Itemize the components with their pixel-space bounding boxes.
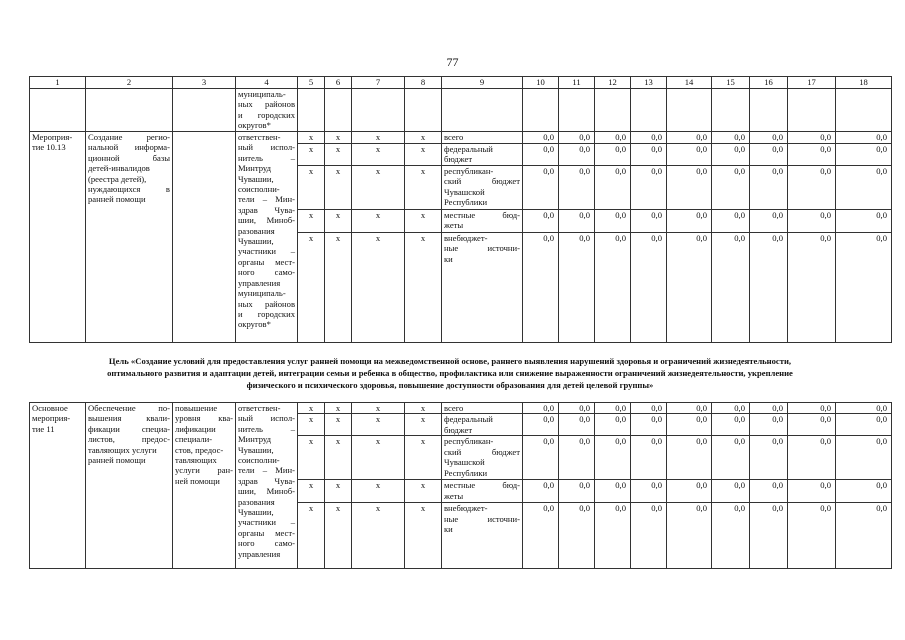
amount-cell: 0,0 bbox=[595, 166, 631, 210]
amount-cell: 0,0 bbox=[836, 414, 892, 436]
amount-cell: 0,0 bbox=[836, 166, 892, 210]
table-row bbox=[30, 403, 892, 414]
funding-source bbox=[442, 436, 523, 480]
amount-cell: 0,0 bbox=[631, 436, 667, 480]
x-mark-cell: x bbox=[352, 233, 405, 343]
amount-cell: 0,0 bbox=[523, 414, 559, 436]
budget-table-bottom bbox=[29, 402, 892, 569]
x-mark-cell: x bbox=[325, 403, 352, 414]
header-col: 8 bbox=[405, 77, 442, 89]
text-line: Создание регио- bbox=[88, 132, 170, 142]
text-line: бюджет bbox=[444, 424, 473, 435]
empty-cell bbox=[667, 89, 712, 132]
header-col: 12 bbox=[595, 77, 631, 89]
amount-cell: 0,0 bbox=[788, 436, 836, 480]
text-line: тие 10.13 bbox=[32, 142, 66, 153]
text-line: мероприя- bbox=[32, 413, 71, 424]
amount-cell: 0,0 bbox=[523, 210, 559, 233]
event-responsible bbox=[236, 132, 298, 343]
amount-cell: 0,0 bbox=[712, 436, 750, 480]
text-line: лификации bbox=[175, 423, 216, 434]
text-line: (реестра детей), bbox=[88, 173, 147, 184]
amount-cell: 0,0 bbox=[750, 503, 788, 569]
amount-cell: 0,0 bbox=[750, 132, 788, 144]
text-line: Чувашской bbox=[444, 186, 485, 197]
empty-cell bbox=[325, 89, 352, 132]
amount-cell: 0,0 bbox=[523, 166, 559, 210]
funding-source bbox=[442, 233, 523, 343]
empty-cell bbox=[631, 89, 667, 132]
text-line: специали- bbox=[175, 434, 213, 445]
header-col: 9 bbox=[442, 77, 523, 89]
x-mark-cell: x bbox=[325, 503, 352, 569]
x-mark-cell: x bbox=[298, 480, 325, 503]
x-mark-cell: x bbox=[298, 166, 325, 210]
text-line: нальной информа- bbox=[88, 142, 170, 153]
amount-cell: 0,0 bbox=[836, 233, 892, 343]
header-col: 10 bbox=[523, 77, 559, 89]
text-line: участники – bbox=[238, 517, 295, 528]
text-line: Республики bbox=[444, 467, 488, 478]
header-col: 18 bbox=[836, 77, 892, 89]
x-mark-cell: x bbox=[325, 132, 352, 144]
text-line: внебюджет- bbox=[444, 233, 488, 243]
amount-cell: 0,0 bbox=[559, 480, 595, 503]
text-line: республикан- bbox=[444, 166, 494, 176]
x-mark-cell: x bbox=[298, 503, 325, 569]
x-mark-cell: x bbox=[352, 210, 405, 233]
amount-cell: 0,0 bbox=[523, 436, 559, 480]
event-title bbox=[86, 403, 173, 569]
x-mark-cell: x bbox=[298, 210, 325, 233]
amount-cell: 0,0 bbox=[559, 144, 595, 166]
continuation-row bbox=[30, 89, 892, 132]
text-line: нитель – bbox=[238, 152, 295, 163]
amount-cell: 0,0 bbox=[750, 233, 788, 343]
amount-cell: 0,0 bbox=[595, 480, 631, 503]
amount-cell: 0,0 bbox=[595, 414, 631, 436]
x-mark-cell: x bbox=[298, 436, 325, 480]
funding-source bbox=[442, 210, 523, 233]
amount-cell: 0,0 bbox=[788, 414, 836, 436]
text-line: детей-инвалидов bbox=[88, 163, 150, 174]
text-line: округов* bbox=[238, 120, 271, 131]
text-line: участники – bbox=[238, 246, 295, 257]
amount-cell: 0,0 bbox=[667, 403, 712, 414]
x-mark-cell: x bbox=[325, 436, 352, 480]
text-line: ответствен- bbox=[238, 403, 281, 413]
x-mark-cell: x bbox=[325, 166, 352, 210]
amount-cell: 0,0 bbox=[559, 210, 595, 233]
amount-cell: 0,0 bbox=[750, 436, 788, 480]
amount-cell: 0,0 bbox=[836, 132, 892, 144]
text-line: внебюджет- bbox=[444, 503, 488, 514]
amount-cell: 0,0 bbox=[712, 144, 750, 166]
amount-cell: 0,0 bbox=[595, 403, 631, 414]
text-line: шии, Миноб- bbox=[238, 215, 295, 226]
amount-cell: 0,0 bbox=[712, 480, 750, 503]
empty-cell bbox=[405, 89, 442, 132]
x-mark-cell: x bbox=[352, 480, 405, 503]
empty-cell bbox=[442, 89, 523, 132]
amount-cell: 0,0 bbox=[595, 436, 631, 480]
amount-cell: 0,0 bbox=[750, 144, 788, 166]
amount-cell: 0,0 bbox=[788, 166, 836, 210]
text-line: соисполни- bbox=[238, 455, 280, 466]
amount-cell: 0,0 bbox=[836, 503, 892, 569]
x-mark-cell: x bbox=[325, 480, 352, 503]
x-mark-cell: x bbox=[298, 233, 325, 343]
text-line: услуги ран- bbox=[175, 465, 233, 476]
text-line: ные источни- bbox=[444, 513, 520, 524]
text-line: Чувашии, bbox=[238, 173, 274, 184]
amount-cell: 0,0 bbox=[523, 403, 559, 414]
amount-cell: 0,0 bbox=[788, 503, 836, 569]
text-line: вышения квали- bbox=[88, 413, 170, 424]
text-line: ных районов bbox=[238, 99, 295, 110]
text-line: повышение bbox=[175, 403, 218, 413]
amount-cell: 0,0 bbox=[595, 210, 631, 233]
text-line: и городских bbox=[238, 308, 295, 319]
text-line: Цель «Создание условий для предоставления услуг ранней помощи на межведомственной основе, раннего выявления нарушений здоровья и ограничений жизнедеятельности, bbox=[108, 356, 792, 366]
x-mark-cell: x bbox=[405, 132, 442, 144]
empty-cell bbox=[750, 89, 788, 132]
text-line: Республики bbox=[444, 197, 488, 208]
amount-cell: 0,0 bbox=[750, 414, 788, 436]
amount-cell: 0,0 bbox=[631, 403, 667, 414]
text-line: жеты bbox=[444, 220, 464, 231]
text-line: местные бюд- bbox=[444, 210, 520, 220]
x-mark-cell: x bbox=[352, 166, 405, 210]
text-line: стов, предос- bbox=[175, 444, 224, 455]
empty-cell bbox=[298, 89, 325, 132]
amount-cell: 0,0 bbox=[712, 132, 750, 144]
text-line: ответствен- bbox=[238, 132, 281, 142]
text-line: соисполни- bbox=[238, 184, 280, 195]
text-line: ранней помощи bbox=[88, 455, 146, 466]
funding-source bbox=[442, 480, 523, 503]
amount-cell: 0,0 bbox=[595, 132, 631, 144]
text-line: здрав Чува- bbox=[238, 204, 295, 215]
funding-source bbox=[442, 414, 523, 436]
text-line: управления bbox=[238, 277, 281, 288]
page-number: 77 bbox=[446, 55, 459, 69]
text-line: Основное bbox=[32, 403, 68, 413]
text-line: местные бюд- bbox=[444, 480, 520, 491]
amount-cell: 0,0 bbox=[712, 233, 750, 343]
text-line: муниципаль- bbox=[238, 288, 286, 299]
header-col: 14 bbox=[667, 77, 712, 89]
amount-cell: 0,0 bbox=[523, 233, 559, 343]
amount-cell: 0,0 bbox=[559, 132, 595, 144]
amount-cell: 0,0 bbox=[523, 144, 559, 166]
text-line: здрав Чува- bbox=[238, 475, 295, 486]
amount-cell: 0,0 bbox=[836, 144, 892, 166]
header-col: 7 bbox=[352, 77, 405, 89]
amount-cell: 0,0 bbox=[667, 414, 712, 436]
x-mark-cell: x bbox=[352, 144, 405, 166]
text-line: и городских bbox=[238, 109, 295, 120]
header-col: 4 bbox=[236, 77, 298, 89]
amount-cell: 0,0 bbox=[631, 132, 667, 144]
amount-cell: 0,0 bbox=[631, 144, 667, 166]
text-line: жеты bbox=[444, 490, 464, 501]
text-line: тели – Мин- bbox=[238, 465, 295, 476]
x-mark-cell: x bbox=[325, 210, 352, 233]
amount-cell: 0,0 bbox=[712, 503, 750, 569]
event-name bbox=[30, 403, 86, 569]
header-col: 5 bbox=[298, 77, 325, 89]
text-line: тие 11 bbox=[32, 423, 55, 434]
text-line: Чувашии, bbox=[238, 444, 274, 455]
funding-source: всего bbox=[442, 132, 523, 144]
text-line: Минтруд bbox=[238, 434, 272, 445]
amount-cell: 0,0 bbox=[631, 233, 667, 343]
empty-cell bbox=[836, 89, 892, 132]
empty-cell bbox=[595, 89, 631, 132]
amount-cell: 0,0 bbox=[750, 403, 788, 414]
amount-cell: 0,0 bbox=[631, 503, 667, 569]
text-line: бюджет bbox=[444, 154, 473, 165]
budget-table-top bbox=[29, 76, 892, 343]
table-row bbox=[30, 132, 892, 144]
x-mark-cell: x bbox=[352, 132, 405, 144]
amount-cell: 0,0 bbox=[788, 480, 836, 503]
amount-cell: 0,0 bbox=[712, 403, 750, 414]
x-mark-cell: x bbox=[298, 403, 325, 414]
text-line: разования bbox=[238, 496, 275, 507]
amount-cell: 0,0 bbox=[788, 144, 836, 166]
amount-cell: 0,0 bbox=[595, 144, 631, 166]
empty-cell bbox=[352, 89, 405, 132]
text-line: управления bbox=[238, 548, 281, 559]
amount-cell: 0,0 bbox=[559, 414, 595, 436]
text-line: ционной базы bbox=[88, 152, 170, 163]
text-line: ный испол- bbox=[238, 413, 295, 424]
amount-cell: 0,0 bbox=[595, 233, 631, 343]
amount-cell: 0,0 bbox=[836, 210, 892, 233]
amount-cell: 0,0 bbox=[631, 166, 667, 210]
amount-cell: 0,0 bbox=[667, 166, 712, 210]
text-line: республикан- bbox=[444, 436, 494, 447]
x-mark-cell: x bbox=[325, 233, 352, 343]
text-line: ки bbox=[444, 524, 453, 535]
x-mark-cell: x bbox=[405, 480, 442, 503]
amount-cell: 0,0 bbox=[788, 132, 836, 144]
amount-cell: 0,0 bbox=[523, 132, 559, 144]
empty-cell bbox=[712, 89, 750, 132]
amount-cell: 0,0 bbox=[750, 210, 788, 233]
text-line: органы мест- bbox=[238, 527, 295, 538]
header-col: 11 bbox=[559, 77, 595, 89]
header-col: 16 bbox=[750, 77, 788, 89]
x-mark-cell: x bbox=[352, 503, 405, 569]
amount-cell: 0,0 bbox=[836, 403, 892, 414]
text-line: нуждающихся в bbox=[88, 184, 170, 195]
amount-cell: 0,0 bbox=[631, 210, 667, 233]
header-col: 2 bbox=[86, 77, 173, 89]
amount-cell: 0,0 bbox=[836, 436, 892, 480]
empty-cell bbox=[86, 89, 173, 132]
text-line: Чувашии, bbox=[238, 236, 274, 247]
text-line: нитель – bbox=[238, 423, 295, 434]
amount-cell: 0,0 bbox=[788, 403, 836, 414]
x-mark-cell: x bbox=[325, 414, 352, 436]
funding-source bbox=[442, 503, 523, 569]
header-col: 3 bbox=[173, 77, 236, 89]
funding-source bbox=[442, 166, 523, 210]
text-line: тавляющих услуги bbox=[88, 444, 157, 455]
x-mark-cell: x bbox=[405, 436, 442, 480]
text-line: ный испол- bbox=[238, 142, 295, 153]
text-line: оптимального развития и адаптации детей, интеграции семьи и ребенка в общество, профилактика или снижение выраженности ограничений жизнедеятельности, укрепление bbox=[107, 367, 793, 378]
x-mark-cell: x bbox=[405, 414, 442, 436]
amount-cell: 0,0 bbox=[750, 166, 788, 210]
x-mark-cell: x bbox=[352, 414, 405, 436]
text-line: тавляющих bbox=[175, 455, 217, 466]
text-line: фикации специа- bbox=[88, 423, 170, 434]
amount-cell: 0,0 bbox=[712, 210, 750, 233]
amount-cell: 0,0 bbox=[667, 210, 712, 233]
event-name bbox=[30, 132, 86, 343]
text-line: округов* bbox=[238, 319, 271, 330]
text-line: ский бюджет bbox=[444, 446, 520, 457]
amount-cell: 0,0 bbox=[595, 503, 631, 569]
text-line: Чувашии, bbox=[238, 507, 274, 518]
header-row bbox=[30, 77, 892, 89]
event-result bbox=[173, 403, 236, 569]
header-col: 15 bbox=[712, 77, 750, 89]
empty-cell bbox=[173, 89, 236, 132]
funding-source bbox=[442, 144, 523, 166]
text-line: муниципаль- bbox=[238, 89, 286, 99]
amount-cell: 0,0 bbox=[667, 503, 712, 569]
amount-cell: 0,0 bbox=[523, 503, 559, 569]
text-line: уровня ква- bbox=[175, 413, 233, 424]
event-title bbox=[86, 132, 173, 343]
funding-source: всего bbox=[442, 403, 523, 414]
text-line: физического и психического здоровья, повышение доступности образования для детей целевой группы» bbox=[246, 379, 654, 390]
amount-cell: 0,0 bbox=[712, 166, 750, 210]
amount-cell: 0,0 bbox=[836, 480, 892, 503]
amount-cell: 0,0 bbox=[667, 132, 712, 144]
header-col: 13 bbox=[631, 77, 667, 89]
text-line: Чувашской bbox=[444, 457, 485, 468]
amount-cell: 0,0 bbox=[667, 144, 712, 166]
x-mark-cell: x bbox=[405, 503, 442, 569]
continuation-responsible bbox=[236, 89, 298, 132]
goal-heading bbox=[29, 356, 871, 391]
x-mark-cell: x bbox=[405, 210, 442, 233]
amount-cell: 0,0 bbox=[788, 233, 836, 343]
amount-cell: 0,0 bbox=[788, 210, 836, 233]
amount-cell: 0,0 bbox=[667, 233, 712, 343]
text-line: ранней помощи bbox=[88, 194, 146, 205]
header-col: 1 bbox=[30, 77, 86, 89]
amount-cell: 0,0 bbox=[559, 436, 595, 480]
text-line: Обеспечение по- bbox=[88, 403, 170, 413]
amount-cell: 0,0 bbox=[559, 403, 595, 414]
text-line: Минтруд bbox=[238, 163, 272, 174]
amount-cell: 0,0 bbox=[559, 233, 595, 343]
amount-cell: 0,0 bbox=[559, 503, 595, 569]
amount-cell: 0,0 bbox=[750, 480, 788, 503]
amount-cell: 0,0 bbox=[712, 414, 750, 436]
x-mark-cell: x bbox=[298, 144, 325, 166]
header-col: 17 bbox=[788, 77, 836, 89]
header-col: 6 bbox=[325, 77, 352, 89]
amount-cell: 0,0 bbox=[631, 414, 667, 436]
x-mark-cell: x bbox=[298, 132, 325, 144]
text-line: ные источни- bbox=[444, 243, 520, 254]
x-mark-cell: x bbox=[405, 166, 442, 210]
text-line: федеральный bbox=[444, 144, 493, 154]
text-line: ней помощи bbox=[175, 475, 220, 486]
x-mark-cell: x bbox=[405, 403, 442, 414]
amount-cell: 0,0 bbox=[559, 166, 595, 210]
empty-cell bbox=[30, 89, 86, 132]
text-line: тели – Мин- bbox=[238, 194, 295, 205]
amount-cell: 0,0 bbox=[631, 480, 667, 503]
text-line: ного само- bbox=[238, 267, 295, 278]
amount-cell: 0,0 bbox=[523, 480, 559, 503]
x-mark-cell: x bbox=[298, 414, 325, 436]
text-line: федеральный bbox=[444, 414, 493, 425]
x-mark-cell: x bbox=[325, 144, 352, 166]
text-line: органы мест- bbox=[238, 256, 295, 267]
x-mark-cell: x bbox=[352, 403, 405, 414]
event-responsible bbox=[236, 403, 298, 569]
empty-cell bbox=[788, 89, 836, 132]
text-line: разования bbox=[238, 225, 275, 236]
empty-cell bbox=[559, 89, 595, 132]
text-line: ский бюджет bbox=[444, 176, 520, 187]
text-line: листов, предос- bbox=[88, 434, 170, 445]
text-line: ки bbox=[444, 253, 453, 264]
x-mark-cell: x bbox=[405, 144, 442, 166]
text-line: ного само- bbox=[238, 538, 295, 549]
empty-cell bbox=[173, 132, 236, 343]
text-line: Мероприя- bbox=[32, 132, 73, 142]
x-mark-cell: x bbox=[405, 233, 442, 343]
amount-cell: 0,0 bbox=[667, 436, 712, 480]
text-line: шии, Миноб- bbox=[238, 486, 295, 497]
text-line: ных районов bbox=[238, 298, 295, 309]
amount-cell: 0,0 bbox=[667, 480, 712, 503]
empty-cell bbox=[523, 89, 559, 132]
x-mark-cell: x bbox=[352, 436, 405, 480]
